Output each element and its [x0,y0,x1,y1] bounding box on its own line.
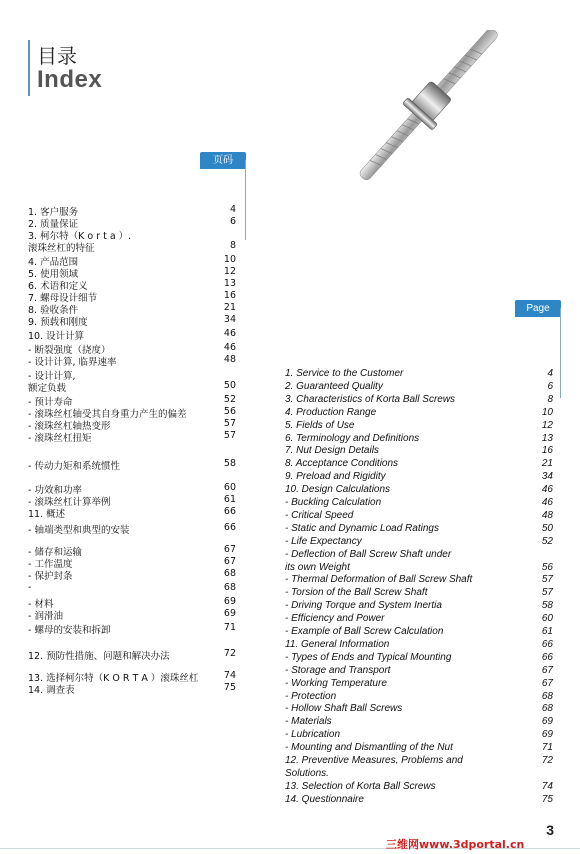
toc-item-page: 68 [223,568,236,579]
toc-item-title: - 螺母的安装和拆卸 [28,625,111,636]
toc-item-page: 69 [541,729,553,740]
toc-item-title: - 材料 [28,599,54,610]
toc-item-title: - 滚珠丝杠轴热变形 [28,421,111,432]
toc-item-title: - 功效和功率 [28,485,82,496]
toc-item-page: 48 [541,510,553,521]
toc-item-title: 6. Terminology and Definitions [285,433,420,444]
toc-item-page: 10 [223,254,236,265]
toc-item-title: - Storage and Transport [285,665,391,676]
toc-item-title: 12. Preventive Measures, Problems and [285,755,463,766]
toc-item-title: - 润滑油 [28,611,63,622]
toc-item-page: 46 [223,342,236,353]
toc-item-page: 74 [541,781,553,792]
toc-item-page: 58 [223,458,236,469]
toc-item-page: 68 [541,691,553,702]
toc-item-title: - Torsion of the Ball Screw Shaft [285,587,428,598]
toc-item-page: 52 [541,536,553,547]
toc-item-title: - Critical Speed [285,510,354,521]
toc-item-title: - 设计计算, 临界速率 [28,357,117,368]
toc-item-title: 12. 预防性措施、问题和解决办法 [28,651,170,662]
toc-item-page: 13 [541,433,553,444]
toc-item-title: 14. Questionnaire [285,794,364,805]
toc-item-title: 9. 预载和刚度 [28,317,88,328]
toc-item-title: 8. Acceptance Conditions [285,458,399,469]
toc-item-title: - Buckling Calculation [285,497,382,508]
toc-item-title: - 轴端类型和典型的安装 [28,525,130,536]
toc-item-page: 6 [229,216,236,227]
toc-item-title: - Protection [285,691,337,702]
toc-item-page: 60 [223,482,236,493]
toc-item-title: 6. 术语和定义 [28,281,88,292]
toc-item-title: 滚珠丝杠的特征 [28,243,95,254]
toc-item-title: - 滚珠丝杠轴受其自身重力产生的偏差 [28,409,187,420]
toc-item-page: 66 [223,522,236,533]
toc-item-page: 57 [223,430,236,441]
toc-item-page: 69 [541,716,553,727]
toc-item-page: 4 [547,368,553,379]
toc-item-page: 52 [223,394,236,405]
toc-item-title: - Lubrication [285,729,341,740]
ball-screw-image [348,30,508,180]
toc-item-page: 4 [229,204,236,215]
toc-item-page: 69 [223,596,236,607]
toc-item-title: 7. 螺母设计细节 [28,293,98,304]
toc-item-title: - 设计计算, [28,371,76,382]
toc-item-title: - 滚珠丝杠扭矩 [28,433,92,444]
toc-item-page: 66 [541,639,553,650]
toc-item-title: 额定负载 [28,383,67,394]
toc-item-title: 3. 柯尔特（K o r t a ）. [28,231,132,242]
toc-item-page: 21 [223,302,236,313]
toc-item-page: 12 [223,266,236,277]
toc-item-title: 4. 产品范围 [28,257,79,268]
page-column-tab-cn: 页码 [200,152,246,169]
toc-item-title: 5. 使用领域 [28,269,79,280]
toc-item-title: 7. Nut Design Details [285,445,379,456]
toc-item-title: - [28,582,32,593]
toc-item-page: 72 [223,648,236,659]
toc-item-page: 71 [223,622,236,633]
column-divider [560,308,561,398]
toc-item-page: 12 [541,420,553,431]
toc-item-page: 50 [541,523,553,534]
toc-item-page: 13 [223,278,236,289]
toc-item-title: - 保护封条 [28,571,73,582]
toc-item-page: 57 [541,587,553,598]
toc-item-page: 56 [541,562,553,573]
toc-item-title: its own Weight [285,562,350,573]
toc-item-title: - Working Temperature [285,678,387,689]
toc-item-page: 46 [541,484,553,495]
toc-item-page: 57 [541,574,553,585]
toc-item-page: 61 [223,494,236,505]
page-number: 3 [546,822,554,838]
toc-item-title: 13. 选择柯尔特（K O R T A ）滚珠丝杠 [28,673,199,684]
toc-item-page: 67 [223,556,236,567]
toc-item-title: 2. Guaranteed Quality [285,381,383,392]
page-title-en: Index [37,66,103,93]
toc-item-page: 16 [541,445,553,456]
toc-item-title: - 工作温度 [28,559,73,570]
toc-item-page: 74 [223,670,236,681]
toc-item-title: - Types of Ends and Typical Mounting [285,652,452,663]
toc-item-page: 75 [223,682,236,693]
page-title-cn: 目录 [37,44,77,68]
toc-item-page: 61 [541,626,553,637]
toc-item-page: 34 [223,314,236,325]
toc-item-title: - Mounting and Dismantling of the Nut [285,742,453,753]
toc-item-page: 16 [223,290,236,301]
toc-item-title: - 滚珠丝杠计算举例 [28,497,111,508]
toc-item-page: 66 [223,506,236,517]
toc-item-title: - 断裂强度（挠度） [28,345,111,356]
toc-item-title: Solutions. [285,768,329,779]
toc-item-title: 13. Selection of Korta Ball Screws [285,781,436,792]
toc-item-page: 56 [223,406,236,417]
toc-item-title: - Deflection of Ball Screw Shaft under [285,549,452,560]
toc-item-page: 68 [223,582,236,593]
toc-item-page: 48 [223,354,236,365]
toc-item-title: 10. 设计计算 [28,331,85,342]
toc-item-title: 5. Fields of Use [285,420,355,431]
toc-item-page: 58 [541,600,553,611]
toc-item-page: 72 [541,755,553,766]
toc-item-title: - Life Expectancy [285,536,362,547]
toc-item-page: 60 [541,613,553,624]
toc-item-page: 67 [541,665,553,676]
toc-list-cn [28,204,236,704]
toc-item-page: 10 [541,407,553,418]
toc-item-page: 46 [541,497,553,508]
toc-item-title: - Static and Dynamic Load Ratings [285,523,439,534]
toc-list-en [285,368,553,808]
toc-item-page: 46 [223,328,236,339]
toc-item-title: 3. Characteristics of Korta Ball Screws [285,394,456,405]
toc-item-page: 8 [547,394,553,405]
toc-item-page: 34 [541,471,553,482]
toc-item-title: 11. 概述 [28,509,66,520]
toc-item-page: 8 [229,240,236,251]
toc-item-title: 1. 客户服务 [28,207,79,218]
toc-item-page: 21 [541,458,553,469]
toc-item-page: 57 [223,418,236,429]
toc-item-page: 71 [541,742,553,753]
toc-item-title: - Example of Ball Screw Calculation [285,626,444,637]
toc-item-page: 66 [541,652,553,663]
toc-item-page: 69 [223,608,236,619]
toc-item-title: - Materials [285,716,332,727]
toc-item-title: - Driving Torque and System Inertia [285,600,442,611]
toc-item-title: 9. Preload and Rigidity [285,471,386,482]
toc-item-title: - 传动力矩和系统惯性 [28,461,120,472]
toc-item-title: - 储存和运输 [28,547,82,558]
toc-item-title: - Hollow Shaft Ball Screws [285,703,403,714]
toc-item-title: 14. 调查表 [28,685,75,696]
toc-item-title: - Thermal Deformation of Ball Screw Shaft [285,574,473,585]
toc-item-title: 1. Service to the Customer [285,368,404,379]
toc-item-title: 8. 验收条件 [28,305,79,316]
toc-item-title: - Efficiency and Power [285,613,385,624]
toc-item-page: 6 [547,381,553,392]
toc-item-page: 75 [541,794,553,805]
toc-item-title: 4. Production Range [285,407,377,418]
toc-item-page: 67 [223,544,236,555]
title-accent-bar [28,40,30,96]
page-column-tab-en: Page [515,300,561,317]
toc-item-title: - 预计寿命 [28,397,73,408]
toc-item-page: 67 [541,678,553,689]
toc-item-title: 11. General Information [285,639,390,650]
toc-item-title: 10. Design Calculations [285,484,391,495]
watermark: 三维网www.3dportal.cn [386,838,525,851]
toc-item-page: 50 [223,380,236,391]
column-divider [245,160,246,240]
toc-item-title: 2. 质量保证 [28,219,79,230]
toc-item-page: 68 [541,703,553,714]
